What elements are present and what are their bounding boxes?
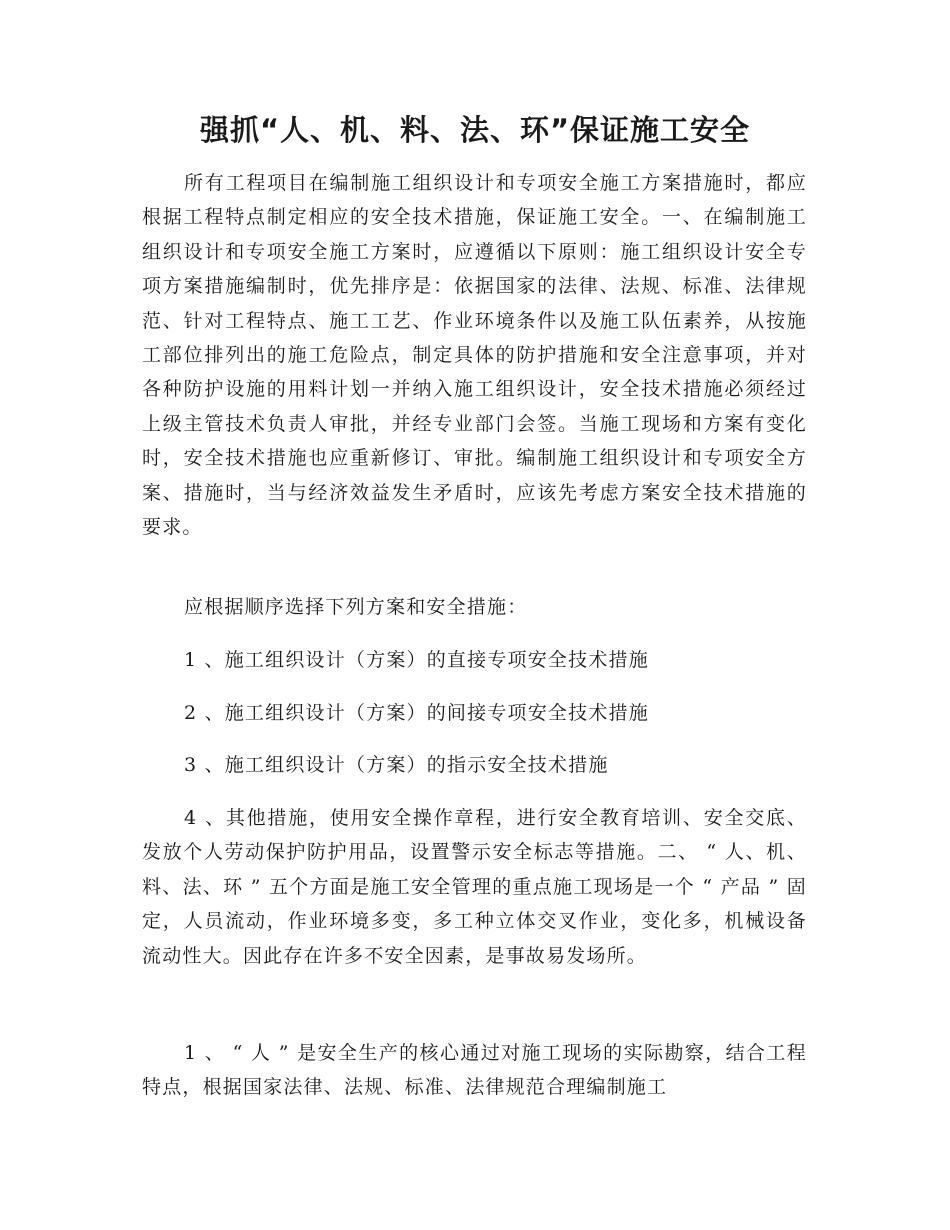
list-item-4: 4 、其他措施，使用安全操作章程，进行安全教育培训、安全交底、发放个人劳动保护防护用品，设置警示安全标志等措施。二、 “ 人、机、料、法、环 ” 五个方面是施工安全管理的重点施工现场是一个 “ 产品 ” 固定，人员流动，作业环境多变，多工种立体交叉作业，变化多，机械设备流动性大。因此存在许多不安全因素，是事故易发场所。 [142, 807, 807, 967]
paragraph-intro: 所有工程项目在编制施工组织设计和专项安全施工方案措施时，都应根据工程特点制定相应的安全技术措施，保证施工安全。一、在编制施工组织设计和专项安全施工方案时，应遵循以下原则：施工组织设计安全专项方案措施编制时，优先排序是：依据国家的法律、法规、标准、法律规范、针对工程特点、施工工艺、作业环境条件以及施工队伍素养，从按施工部位排列出的施工危险点，制定具体的防护措施和安全注意事项，并对各种防护设施的用料计划一并纳入施工组织设计，安全技术措施必须经过上级主管技术负责人审批，并经专业部门会签。当施工现场和方案有变化时，安全技术措施也应重新修订、审批。编制施工组织设计和专项安全方案、措施时，当与经济效益发生矛盾时，应该先考虑方案安全技术措施的要求。 [142, 172, 807, 539]
list-item-1: 1 、施工组织设计（方案）的直接专项安全技术措施 [184, 649, 649, 671]
paragraph-order: 应根据顺序选择下列方案和安全措施： [184, 596, 528, 618]
list-item-2: 2 、施工组织设计（方案）的间接专项安全技术措施 [184, 702, 649, 724]
paragraph-person: 1 、 “ 人 ” 是安全生产的核心通过对施工现场的实际勘察，结合工程特点，根据国家法律、法规、标准、法律规范合理编制施工 [142, 1042, 807, 1099]
list-item-3: 3 、施工组织设计（方案）的指示安全技术措施 [184, 754, 609, 776]
document-title: 强抓“人、机、料、法、环”保证施工安全 [199, 113, 751, 147]
